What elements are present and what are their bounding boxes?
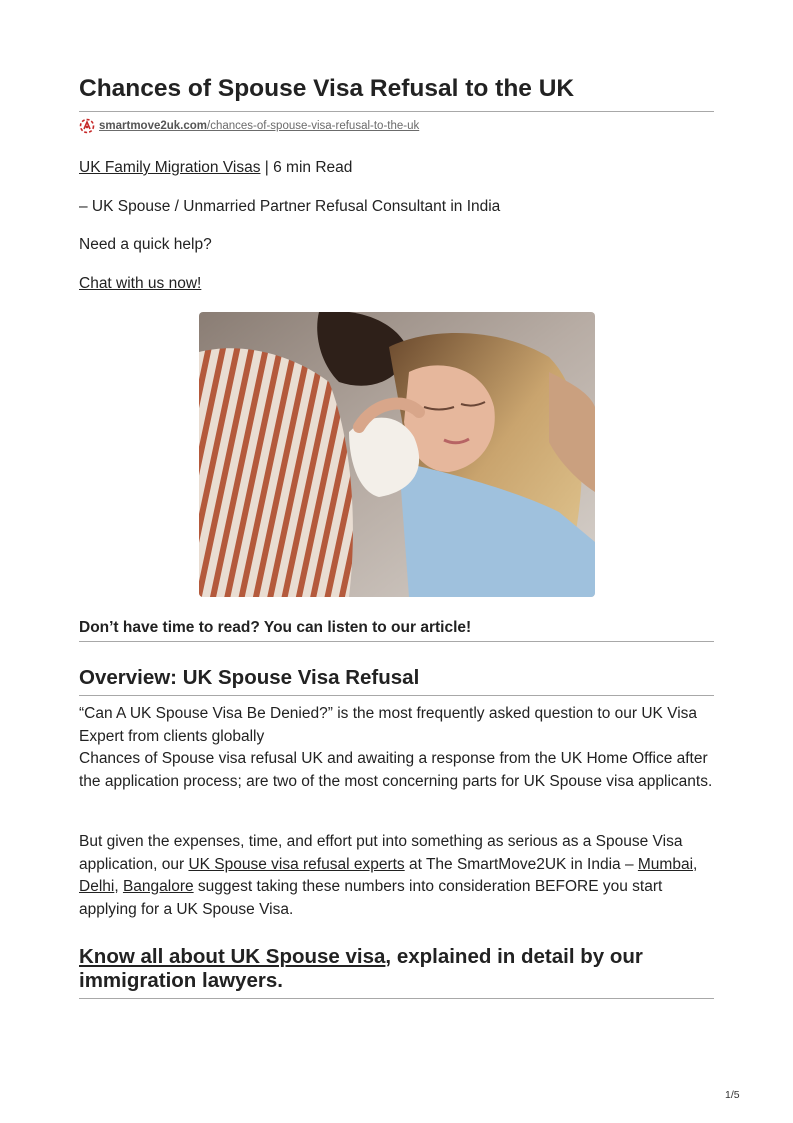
help-text: Need a quick help? [79,236,212,253]
read-time: | 6 min Read [260,159,353,176]
subtitle: – UK Spouse / Unmarried Partner Refusal Consultant in India [79,198,501,215]
chat-link[interactable]: Chat with us now! [79,275,202,292]
bangalore-link[interactable]: Bangalore [122,878,194,895]
meta-line [79,157,714,180]
source-domain: smartmove2uk.com [99,120,208,132]
source-path: /chances-of-spouse-visa-refusal-to-the-uk [207,120,420,132]
chat-line [79,273,714,296]
category-link[interactable]: UK Family Migration Visas [79,159,261,176]
mumbai-link[interactable]: Mumbai [637,855,694,873]
know-all-rest: , explained in detail by our immigration lawyers. [79,945,643,992]
page-title: Chances of Spouse Visa Refusal to the UK [79,75,575,102]
listen-divider [79,641,714,642]
para2-comma: , [693,855,698,873]
know-all-divider [79,998,714,999]
refusal-experts-link[interactable]: UK Spouse visa refusal experts [188,855,405,873]
source-url-link[interactable] [99,120,419,132]
overview-divider [79,695,714,696]
overview-question-text: “Can A UK Spouse Visa Be Denied?” is the most frequently asked question to our UK Visa Expert from clients globally [79,705,698,745]
overview-concern-text: Chances of Spouse visa refusal UK and awaiting a response from the UK Home Office after the application process; are two of the most concerning parts for UK Spouse visa applicants. [79,750,713,790]
listen-prompt: Don’t have time to read? You can listen to our article! [79,619,472,636]
spouse-visa-guide-link[interactable]: Know all about UK Spouse visa [79,945,386,968]
para2-text-c: suggest taking these numbers into consideration BEFORE you start applying for a UK Spouse Visa. [79,878,663,918]
delhi-link[interactable]: Delhi [79,878,115,895]
para2-text-b: at The SmartMove2UK in India – [404,855,638,873]
title-divider [79,111,714,112]
para2-text-a: But given the expenses, time, and effort put into something as serious as a Spouse Visa application, our [79,833,683,873]
couple-photo [199,312,595,597]
site-logo-icon [79,118,95,134]
page-number: 1/5 [725,1089,740,1101]
overview-heading: Overview: UK Spouse Visa Refusal [79,666,420,689]
source-line [79,118,419,134]
para2-comma: , [114,878,123,895]
overview-paragraph-1 [79,703,714,793]
overview-paragraph-2 [79,831,714,921]
know-all-heading [79,945,714,993]
